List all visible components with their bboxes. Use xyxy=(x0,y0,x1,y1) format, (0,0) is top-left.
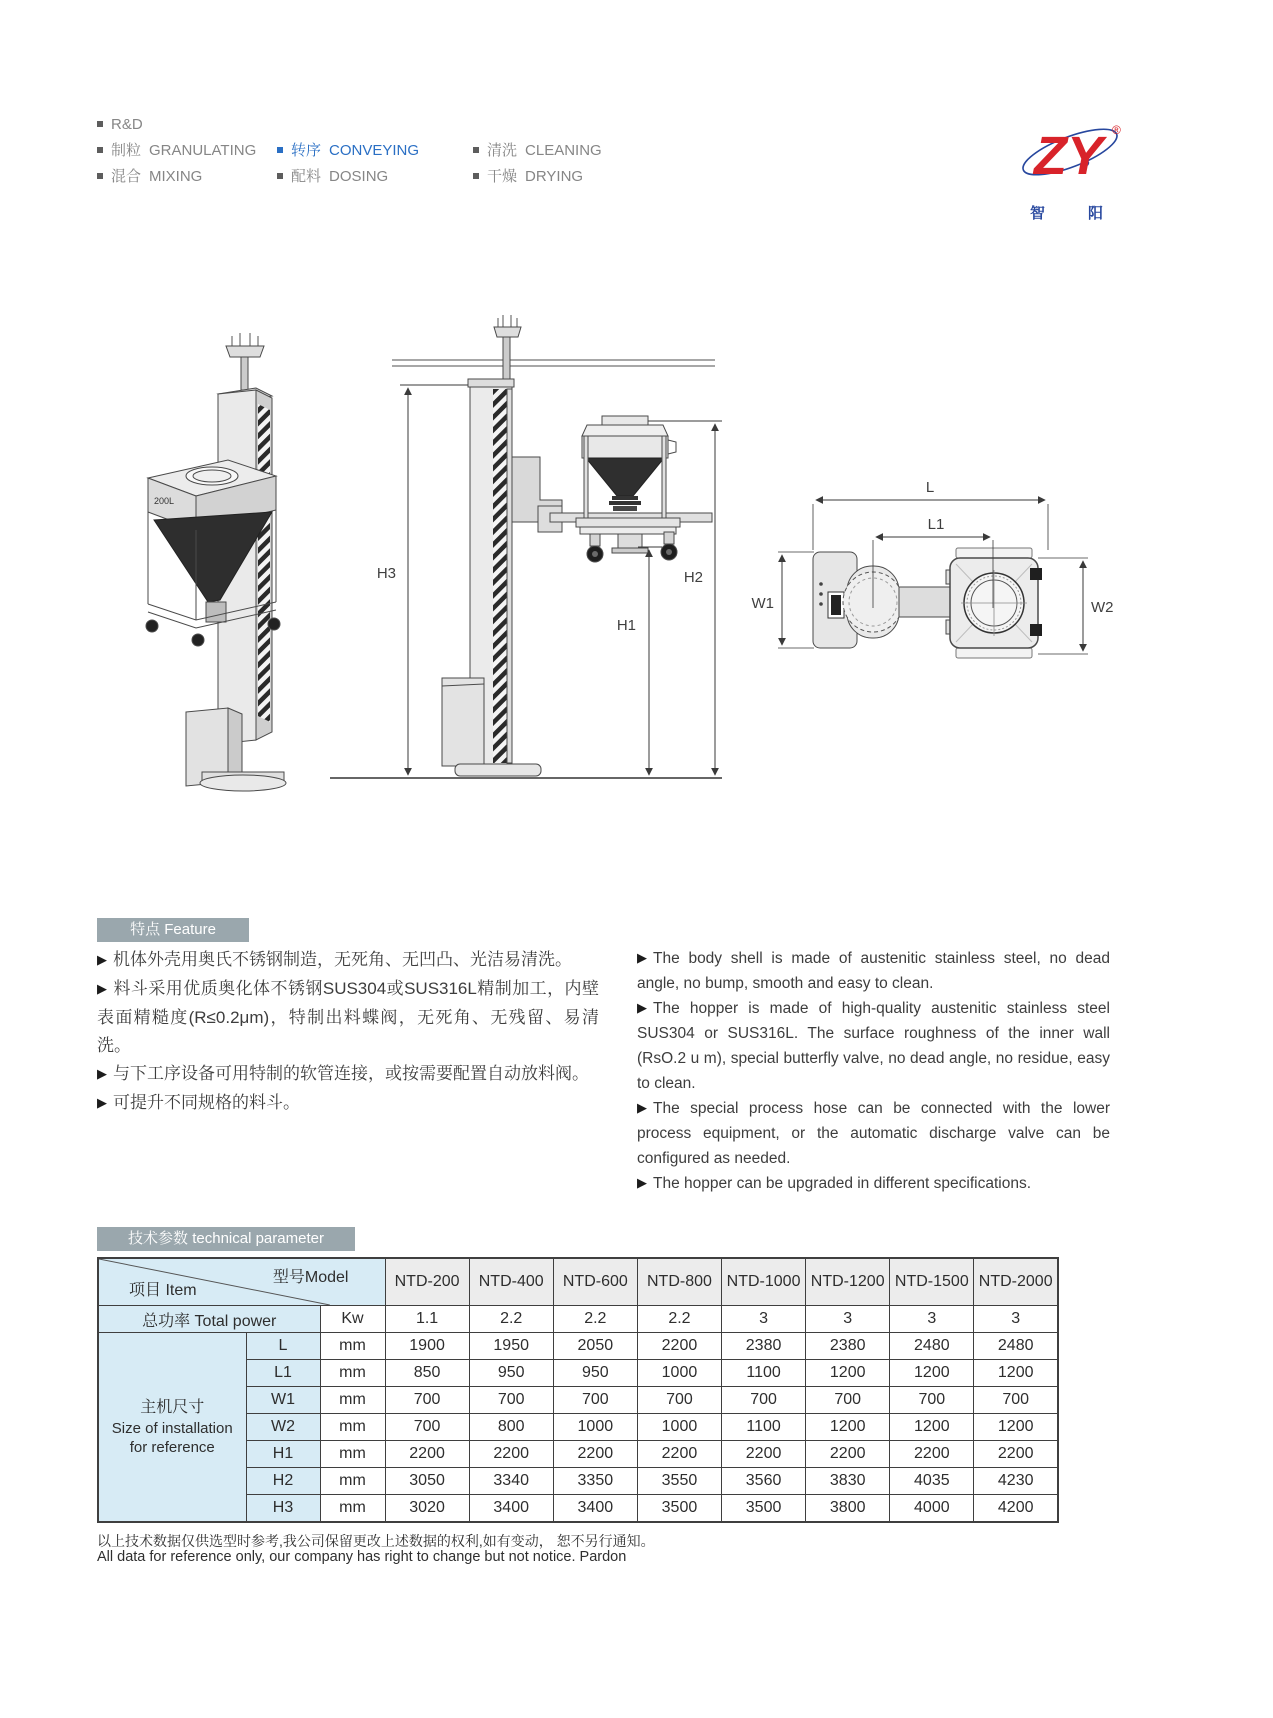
value-cell: 2200 xyxy=(553,1441,637,1468)
size-row-l xyxy=(98,1333,1058,1360)
value-cell: 950 xyxy=(469,1360,553,1387)
value-cell: 700 xyxy=(974,1387,1058,1414)
size-name-cell: L1 xyxy=(246,1360,320,1387)
value-cell: 3830 xyxy=(806,1468,890,1495)
value-cell: 2480 xyxy=(974,1333,1058,1360)
size-name-cell: H1 xyxy=(246,1441,320,1468)
feature-item-en: ▶ The hopper can be upgraded in different specifications. xyxy=(637,1171,1110,1196)
dim-label-h1: H1 xyxy=(616,617,636,634)
value-cell: 3050 xyxy=(385,1468,469,1495)
triangle-bullet-icon: ▶ xyxy=(637,1000,647,1015)
value-cell: 3020 xyxy=(385,1495,469,1523)
category-item[interactable] xyxy=(277,164,473,190)
value-cell: 700 xyxy=(385,1414,469,1441)
category-item[interactable] xyxy=(97,112,277,138)
model-header-cell: NTD-1000 xyxy=(722,1258,806,1306)
value-cell: 1200 xyxy=(806,1360,890,1387)
size-name-cell: H3 xyxy=(246,1495,320,1523)
brand-logo xyxy=(1020,110,1130,228)
category-label-en: R&D xyxy=(111,116,143,133)
value-cell: 700 xyxy=(469,1387,553,1414)
category-label-en: GRANULATING xyxy=(149,142,257,159)
disclaimer-zh: 以上技术数据仅供选型时参考,我公司保留更改上述数据的权利,如有变动， 恕不另行通知。 xyxy=(97,1533,655,1549)
category-label-en: MIXING xyxy=(149,168,203,185)
model-header-cell: NTD-2000 xyxy=(974,1258,1058,1306)
triangle-bullet-icon: ▶ xyxy=(97,981,107,996)
value-cell: 700 xyxy=(553,1387,637,1414)
value-cell: 700 xyxy=(385,1387,469,1414)
value-cell: 3500 xyxy=(722,1495,806,1523)
model-header-cell: NTD-1500 xyxy=(890,1258,974,1306)
value-cell: 2380 xyxy=(806,1333,890,1360)
feature-item-zh: ▶ 与下工序设备可用特制的软管连接，或按需要配置自动放料阀。 xyxy=(97,1060,599,1089)
value-cell: 3800 xyxy=(806,1495,890,1523)
value-cell: 700 xyxy=(722,1387,806,1414)
power-value-cell: 2.2 xyxy=(469,1306,553,1333)
value-cell: 1100 xyxy=(722,1360,806,1387)
category-label-zh: 转序 xyxy=(291,142,322,159)
power-value-cell: 3 xyxy=(722,1306,806,1333)
feature-item-zh: ▶ 料斗采用优质奥化体不锈钢SUS304或SUS316L精制加工，内壁表面精糙度(R≤0.2μm)，特制出料蝶阀，无死角、无残留、易清洗。 xyxy=(97,975,599,1060)
value-cell: 1200 xyxy=(890,1360,974,1387)
unit-cell: mm xyxy=(320,1387,385,1414)
value-cell: 2200 xyxy=(637,1333,721,1360)
value-cell: 2050 xyxy=(553,1333,637,1360)
dim-label-l1: L1 xyxy=(927,516,945,533)
triangle-bullet-icon: ▶ xyxy=(97,1095,107,1110)
category-label-zh: 混合 xyxy=(111,168,142,185)
dim-label-w1: W1 xyxy=(751,595,774,612)
model-header-cell: NTD-200 xyxy=(385,1258,469,1306)
value-cell: 800 xyxy=(469,1414,553,1441)
feature-item-zh: ▶ 机体外壳用奥氏不锈钢制造，无死角、无凹凸、光洁易清洗。 xyxy=(97,946,599,975)
zy-logo-icon xyxy=(1020,110,1130,228)
parameters-title-text: 技术参数 technical parameter xyxy=(128,1230,324,1247)
value-cell: 3350 xyxy=(553,1468,637,1495)
value-cell: 1900 xyxy=(385,1333,469,1360)
triangle-bullet-icon: ▶ xyxy=(637,1175,647,1190)
square-bullet-icon xyxy=(473,173,479,179)
size-name-cell: H2 xyxy=(246,1468,320,1495)
technical-drawings xyxy=(90,270,1190,800)
value-cell: 2200 xyxy=(385,1441,469,1468)
power-value-cell: 3 xyxy=(806,1306,890,1333)
triangle-bullet-icon: ▶ xyxy=(637,1100,647,1115)
feature-item-en: ▶ The hopper is made of high-quality austenitic stainless steel SUS304 or SUS316L. The surface roughness of the inner wall (RsO.2 u m), special butterfly valve, no dead angle, no residue, easy to clean. xyxy=(637,996,1110,1096)
value-cell: 3500 xyxy=(637,1495,721,1523)
value-cell: 2200 xyxy=(806,1441,890,1468)
unit-cell: mm xyxy=(320,1441,385,1468)
side-elevation-view xyxy=(330,315,722,778)
category-item[interactable] xyxy=(473,138,643,164)
parameters-table xyxy=(97,1257,1059,1523)
square-bullet-icon xyxy=(277,147,283,153)
unit-cell: mm xyxy=(320,1360,385,1387)
power-value-cell: 3 xyxy=(890,1306,974,1333)
dim-label-h3: H3 xyxy=(376,565,396,582)
unit-cell: mm xyxy=(320,1333,385,1360)
size-name-cell: L xyxy=(246,1333,320,1360)
size-name-cell: W1 xyxy=(246,1387,320,1414)
top-view xyxy=(813,548,1042,658)
category-item[interactable] xyxy=(473,164,643,190)
feature-item-en: ▶ The body shell is made of austenitic stainless steel, no dead angle, no bump, smooth and easy to clean. xyxy=(637,946,1110,996)
category-label-en: DRYING xyxy=(525,168,584,185)
value-cell: 700 xyxy=(637,1387,721,1414)
value-cell: 4230 xyxy=(974,1468,1058,1495)
value-cell: 1200 xyxy=(974,1414,1058,1441)
size-group-cell: 主机尺寸 Size of installation for reference xyxy=(98,1333,246,1523)
model-header-cell: NTD-600 xyxy=(553,1258,637,1306)
logo-sub-right: 阳 xyxy=(1088,205,1104,222)
value-cell: 4035 xyxy=(890,1468,974,1495)
registered-mark: ® xyxy=(1112,123,1121,137)
value-cell: 2200 xyxy=(637,1441,721,1468)
category-column xyxy=(97,112,277,190)
category-item[interactable] xyxy=(97,164,277,190)
value-cell: 3340 xyxy=(469,1468,553,1495)
value-cell: 950 xyxy=(553,1360,637,1387)
square-bullet-icon xyxy=(473,147,479,153)
category-label-en: CLEANING xyxy=(525,142,602,159)
parameters-section-title xyxy=(97,1227,355,1251)
category-label-zh: 配料 xyxy=(291,168,322,185)
dim-label-w2: W2 xyxy=(1091,599,1114,616)
power-value-cell: 2.2 xyxy=(553,1306,637,1333)
triangle-bullet-icon: ▶ xyxy=(97,1066,107,1081)
value-cell: 1950 xyxy=(469,1333,553,1360)
feature-title-text: 特点 Feature xyxy=(130,921,216,938)
item-model-header-cell xyxy=(98,1258,385,1306)
dimension-w2 xyxy=(1038,558,1114,654)
feature-item-en: ▶ The special process hose can be connected with the lower process equipment, or the automatic discharge valve can be configured as needed. xyxy=(637,1096,1110,1171)
power-value-cell: 2.2 xyxy=(637,1306,721,1333)
square-bullet-icon xyxy=(97,121,103,127)
unit-cell: mm xyxy=(320,1495,385,1523)
triangle-bullet-icon: ▶ xyxy=(637,950,647,965)
value-cell: 1200 xyxy=(890,1414,974,1441)
value-cell: 3550 xyxy=(637,1468,721,1495)
power-value-cell: 3 xyxy=(974,1306,1058,1333)
value-cell: 1200 xyxy=(806,1414,890,1441)
dimension-h2 xyxy=(648,421,722,775)
value-cell: 1000 xyxy=(637,1414,721,1441)
square-bullet-icon xyxy=(277,173,283,179)
value-cell: 1000 xyxy=(637,1360,721,1387)
value-cell: 700 xyxy=(890,1387,974,1414)
value-cell: 3560 xyxy=(722,1468,806,1495)
category-item[interactable] xyxy=(97,138,277,164)
feature-item-zh: ▶ 可提升不同规格的料斗。 xyxy=(97,1089,599,1118)
size-name-cell: W2 xyxy=(246,1414,320,1441)
value-cell: 2200 xyxy=(469,1441,553,1468)
disclaimer xyxy=(97,1533,655,1565)
value-cell: 1100 xyxy=(722,1414,806,1441)
unit-cell: mm xyxy=(320,1468,385,1495)
category-label-zh: 清洗 xyxy=(487,142,518,159)
value-cell: 700 xyxy=(806,1387,890,1414)
dim-label-l: L xyxy=(925,479,935,496)
disclaimer-en: All data for reference only, our company has right to change but not notice. Pardon xyxy=(97,1549,627,1565)
value-cell: 1000 xyxy=(553,1414,637,1441)
power-unit-cell: Kw xyxy=(320,1306,385,1333)
square-bullet-icon xyxy=(97,147,103,153)
dim-label-h2: H2 xyxy=(683,569,703,586)
value-cell: 2480 xyxy=(890,1333,974,1360)
category-column xyxy=(277,112,473,190)
feature-list-zh xyxy=(97,946,599,1118)
power-label-cell: 总功率 Total power xyxy=(98,1306,320,1333)
square-bullet-icon xyxy=(97,173,103,179)
bin-capacity-label: 200L xyxy=(154,496,175,506)
value-cell: 3400 xyxy=(553,1495,637,1523)
value-cell: 2200 xyxy=(974,1441,1058,1468)
dimension-l xyxy=(813,479,1048,550)
table-header-row xyxy=(98,1258,1058,1306)
value-cell: 4200 xyxy=(974,1495,1058,1523)
dimension-h1 xyxy=(617,547,662,775)
dimension-w1 xyxy=(752,552,815,648)
power-value-cell: 1.1 xyxy=(385,1306,469,1333)
size-rows xyxy=(98,1333,1058,1523)
model-header-cell: NTD-400 xyxy=(469,1258,553,1306)
value-cell: 2200 xyxy=(890,1441,974,1468)
power-row xyxy=(98,1306,1058,1333)
unit-cell: mm xyxy=(320,1414,385,1441)
category-label-zh: 干燥 xyxy=(487,168,518,185)
category-label-en: DOSING xyxy=(329,168,389,185)
category-label-zh: 制粒 xyxy=(111,142,142,159)
feature-list-en xyxy=(637,946,1110,1196)
logo-sub-left: 智 xyxy=(1030,205,1046,222)
logo-text: ZY xyxy=(1034,126,1104,186)
category-label-en: CONVEYING xyxy=(329,142,420,159)
isometric-view xyxy=(146,333,286,791)
value-cell: 850 xyxy=(385,1360,469,1387)
category-item-active[interactable] xyxy=(277,138,473,164)
value-cell: 3400 xyxy=(469,1495,553,1523)
feature-section-title xyxy=(97,918,249,942)
triangle-bullet-icon: ▶ xyxy=(97,952,107,967)
category-column xyxy=(473,112,643,190)
value-cell: 2200 xyxy=(722,1441,806,1468)
model-header-label: 型号Model xyxy=(272,1269,349,1286)
value-cell: 1200 xyxy=(974,1360,1058,1387)
item-header-label: 项目 Item xyxy=(129,1282,197,1299)
model-header-cell: NTD-1200 xyxy=(806,1258,890,1306)
model-header-cell: NTD-800 xyxy=(637,1258,721,1306)
value-cell: 4000 xyxy=(890,1495,974,1523)
value-cell: 2380 xyxy=(722,1333,806,1360)
